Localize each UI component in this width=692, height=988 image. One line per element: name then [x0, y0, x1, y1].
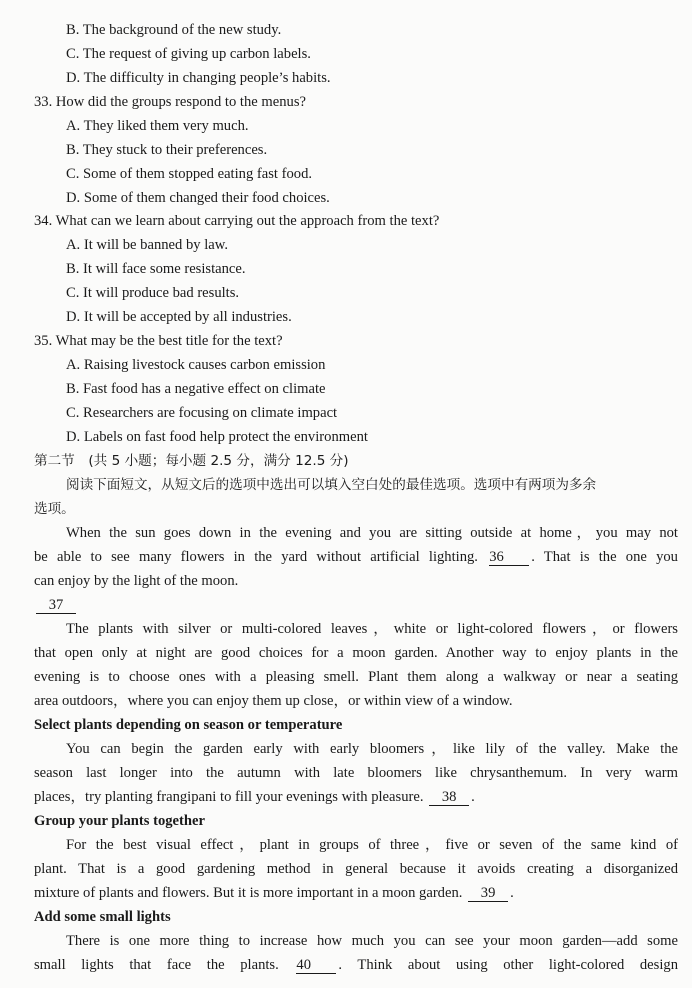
- passage-p3-line3-text: places，try planting frangipani to fill your evenings with pleasure.: [34, 789, 424, 805]
- passage-p4-line3-text: mixture of plants and flowers. But it is more important in a moon garden.: [34, 885, 463, 901]
- subheading-group: Group your plants together: [34, 813, 205, 829]
- q33-option-d: D. Some of them changed their food choices.: [66, 190, 330, 206]
- blank-37-line: [0, 595, 692, 615]
- blank-40: 40: [296, 957, 336, 974]
- passage-p1-line2-text: be able to see many flowers in the yard without artificial lighting.: [34, 549, 478, 565]
- passage-p4-line3-tail: .: [510, 885, 514, 901]
- q34-option-c: C. It will produce bad results.: [66, 285, 240, 301]
- passage-p5-line2-text: small lights that face the plants.: [34, 957, 279, 973]
- q34-option-d: D. It will be accepted by all industries.: [66, 309, 292, 325]
- passage-p3-line1: You can begin the garden early with early bloomers，like lily of the valley. Make the: [66, 741, 678, 757]
- q34-option-b: B. It will face some resistance.: [66, 261, 246, 277]
- q33-stem: 33. How did the groups respond to the menus?: [34, 94, 306, 110]
- passage-p3-line3: [0, 787, 692, 807]
- passage-p2-line3: evening is to choose ones with a pleasing smell. Plant them along a walkway or near a seating: [34, 669, 678, 685]
- passage-p1-line2: [0, 547, 692, 567]
- passage-p4-line1: For the best visual effect，plant in groups of three，five or seven of the same kind of: [66, 837, 678, 853]
- passage-p4-line3: [0, 883, 692, 903]
- q33-option-a: A. They liked them very much.: [66, 118, 249, 134]
- passage-p1-line2-tail: . That is the one you: [531, 549, 678, 565]
- passage-p2-line4: area outdoors，where you can enjoy them up close，or within view of a window.: [34, 693, 513, 709]
- subheading-lights: Add some small lights: [34, 909, 171, 925]
- passage-p2-line1: The plants with silver or multi-colored leaves，white or light-colored flowers，or flowers: [66, 621, 678, 637]
- q33-option-c: C. Some of them stopped eating fast food.: [66, 166, 313, 182]
- q35-option-d: D. Labels on fast food help protect the environment: [66, 429, 368, 445]
- blank-36: 36: [489, 549, 529, 566]
- blank-38: 38: [429, 789, 469, 806]
- q32-option-c: C. The request of giving up carbon labels.: [66, 46, 311, 62]
- section-heading: 第二节 (共 5 小题；每小题 2.5 分，满分 12.5 分): [34, 453, 349, 469]
- q33-option-b: B. They stuck to their preferences.: [66, 142, 268, 158]
- q35-option-a: A. Raising livestock causes carbon emission: [66, 357, 326, 373]
- passage-p3-line3-tail: .: [471, 789, 475, 805]
- q32-option-d: D. The difficulty in changing people’s habits.: [66, 70, 331, 86]
- q35-option-b: B. Fast food has a negative effect on climate: [66, 381, 326, 397]
- passage-p4-line2: plant. That is a good gardening method in general because it avoids creating a disorganized: [34, 861, 678, 877]
- q34-stem: 34. What can we learn about carrying out the approach from the text?: [34, 213, 440, 229]
- passage-p1-line1: When the sun goes down in the evening and you are sitting outside at home，you may not: [66, 525, 678, 541]
- subheading-season: Select plants depending on season or temperature: [34, 717, 343, 733]
- q35-stem: 35. What may be the best title for the text?: [34, 333, 283, 349]
- section-instruction-line1: 阅读下面短文，从短文后的选项中选出可以填入空白处的最佳选项。选项中有两项为多余: [66, 477, 597, 493]
- passage-p5-line2: [0, 955, 692, 975]
- passage-p5-line2-tail: . Think about using other light-colored design: [338, 957, 678, 973]
- passage-p3-line2: season last longer into the autumn with late bloomers like chrysanthemum. In very warm: [34, 765, 678, 781]
- passage-p2-line2: that open only at night are good choices for a moon garden. Another way to enjoy plants in the: [34, 645, 678, 661]
- q32-option-b: B. The background of the new study.: [66, 22, 282, 38]
- passage-p1-line3: can enjoy by the light of the moon.: [34, 573, 239, 589]
- q35-option-c: C. Researchers are focusing on climate impact: [66, 405, 338, 421]
- q34-option-a: A. It will be banned by law.: [66, 237, 228, 253]
- blank-37: 37: [36, 597, 76, 614]
- passage-p5-line1: There is one more thing to increase how much you can see your moon garden—add some: [66, 933, 678, 949]
- blank-39: 39: [468, 885, 508, 902]
- section-instruction-line2: 选项。: [34, 501, 75, 517]
